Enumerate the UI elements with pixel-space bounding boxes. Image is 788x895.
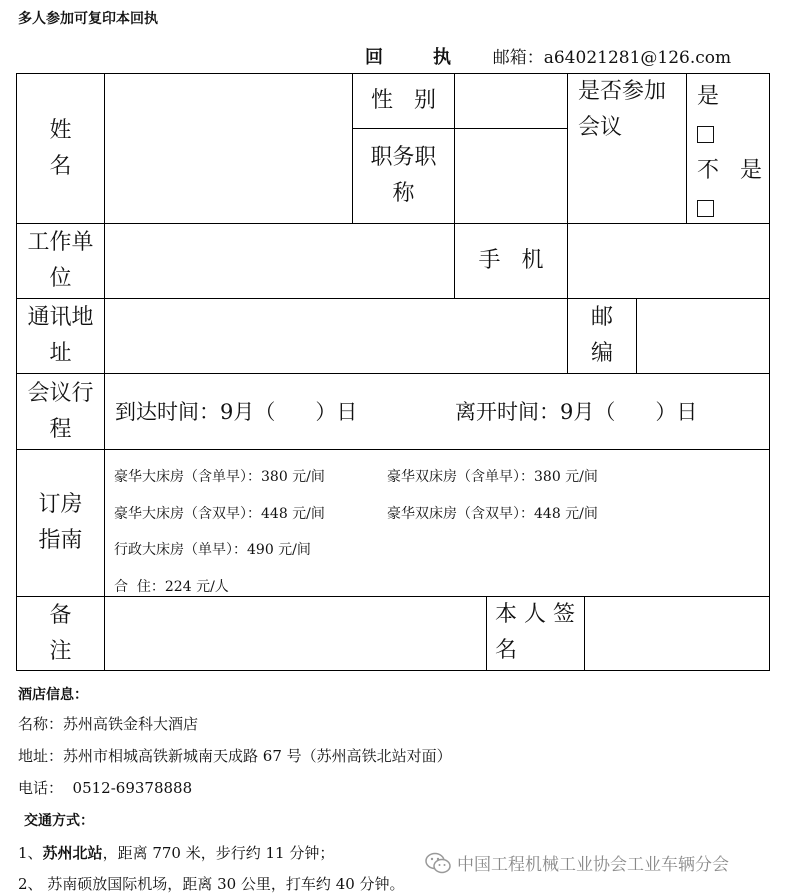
name-label: 姓 名 bbox=[49, 117, 72, 179]
watermark bbox=[425, 850, 729, 875]
no-label: 不 是 bbox=[697, 158, 762, 183]
room-option: 合 住：224 元/人 bbox=[114, 579, 229, 595]
attend-label: 是否参加 会议 bbox=[578, 79, 667, 140]
hotel-name: 名称：苏州高铁金科大酒店 bbox=[18, 715, 199, 733]
departure-time[interactable]: 离开时间：9月（ ）日 bbox=[455, 400, 698, 424]
work-unit-label: 工作单 位 bbox=[27, 230, 94, 291]
work-unit-field[interactable] bbox=[105, 224, 454, 298]
room-option: 豪华大床房（含双早）：448 元/间 bbox=[114, 506, 325, 522]
name-field[interactable] bbox=[105, 74, 352, 223]
hotel-heading: 酒店信息： bbox=[18, 687, 88, 703]
email-text: 邮箱：a64021281@126.com bbox=[492, 48, 732, 68]
copy-note: 多人参加可复印本回执 bbox=[18, 11, 158, 27]
zip-label: 邮 编 bbox=[590, 305, 613, 366]
schedule-label: 会议行 程 bbox=[27, 380, 94, 442]
position-label: 职务职 称 bbox=[370, 145, 437, 206]
remark-label: 备 注 bbox=[49, 602, 72, 664]
gender-field[interactable] bbox=[455, 74, 567, 128]
phone-field[interactable] bbox=[568, 224, 769, 298]
yes-checkbox[interactable] bbox=[697, 126, 714, 143]
transport-heading: 交通方式： bbox=[24, 813, 94, 829]
yes-label: 是 bbox=[697, 84, 720, 109]
address-label: 通讯地 址 bbox=[27, 305, 94, 366]
form-title-row bbox=[365, 43, 731, 69]
room-option: 豪华大床房（含单早）：380 元/间 bbox=[114, 469, 325, 485]
hotel-address: 地址：苏州市相城高铁新城南天成路 67 号（苏州高铁北站对面） bbox=[18, 747, 452, 765]
attend-options bbox=[697, 78, 767, 226]
wechat-icon bbox=[425, 852, 451, 874]
room-option: 豪华双床房（含双早）：448 元/间 bbox=[387, 506, 598, 522]
no-checkbox[interactable] bbox=[697, 200, 714, 217]
signature-label: 本 人 签 名 bbox=[495, 602, 575, 663]
remark-field[interactable] bbox=[105, 597, 486, 670]
booking-label: 订房 指南 bbox=[38, 492, 83, 553]
watermark-text: 中国工程机械工业协会工业车辆分会 bbox=[457, 855, 729, 875]
zip-field[interactable] bbox=[637, 299, 769, 373]
signature-field[interactable] bbox=[585, 597, 769, 670]
hotel-phone: 电话： 0512-69378888 bbox=[18, 779, 193, 797]
position-field[interactable] bbox=[455, 129, 567, 223]
address-field[interactable] bbox=[105, 299, 567, 373]
phone-label: 手 机 bbox=[478, 248, 544, 273]
transport-item-2: 2、 苏南硕放国际机场，距离 30 公里，打车约 40 分钟。 bbox=[18, 875, 405, 893]
room-option: 行政大床房（单早）：490 元/间 bbox=[114, 542, 311, 558]
form-title-b: 执 bbox=[433, 47, 453, 68]
gender-label: 性 别 bbox=[371, 88, 436, 113]
transport-item-1: 1、苏州北站，距离 770 米，步行约 11 分钟； bbox=[18, 844, 335, 862]
form-title-a: 回 bbox=[365, 47, 385, 68]
arrival-time[interactable]: 到达时间：9月（ ）日 bbox=[115, 400, 358, 424]
room-option: 豪华双床房（含单早）：380 元/间 bbox=[387, 469, 598, 485]
